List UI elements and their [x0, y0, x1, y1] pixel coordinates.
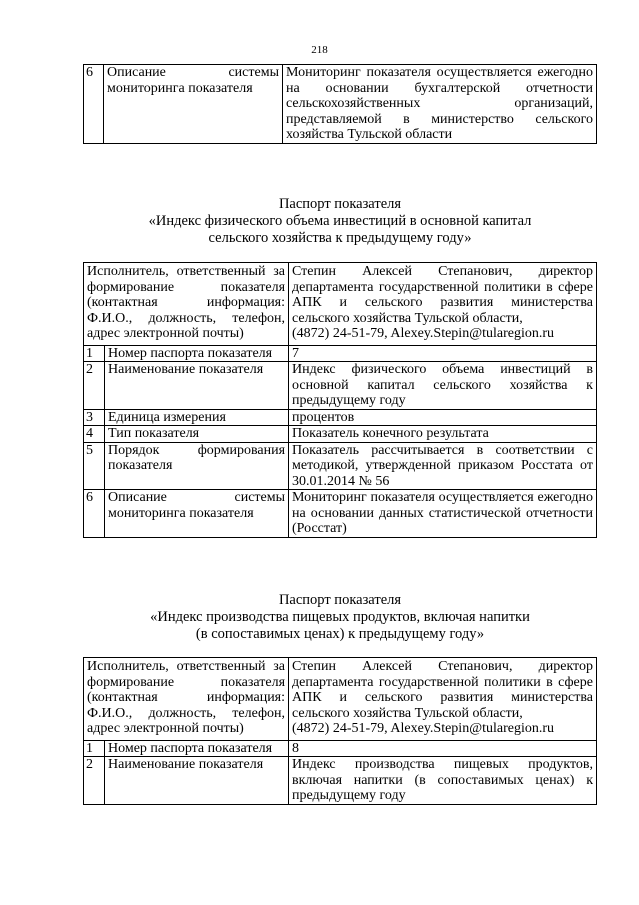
executor-label: Исполнитель, ответственный за формирование показателя (контактная информация: Ф.И.О., должность, телефон, адрес электронной почты) — [84, 263, 289, 346]
passport-1-table — [83, 262, 597, 538]
executor-row — [84, 658, 597, 741]
row-value: процентов — [289, 409, 597, 426]
passport-title-line: «Индекс производства пищевых продуктов, включая напитки — [150, 609, 530, 625]
row-label: Тип показателя — [105, 426, 289, 443]
table-row — [84, 362, 597, 410]
row-value: Индекс производства пищевых продуктов, включая напитки (в сопоставимых ценах) к предыдущему году — [289, 757, 597, 805]
executor-cell — [289, 263, 597, 346]
passport-title-line: сельского хозяйства к предыдущему году» — [208, 230, 472, 246]
table-row — [84, 409, 597, 426]
executor-label: Исполнитель, ответственный за формирование показателя (контактная информация: Ф.И.О., должность, телефон, адрес электронной почты) — [84, 658, 289, 741]
row-number: 4 — [84, 426, 105, 443]
table-row — [84, 426, 597, 443]
passport-title-line: (в сопоставимых ценах) к предыдущему году» — [195, 626, 485, 642]
executor-row — [84, 263, 597, 346]
page-number: 218 — [311, 44, 328, 56]
executor-value: Степин Алексей Степанович, директор департамента государственной политики в сфере АПК и сельского развития министерства сельского хозяйства Тульской области, — [292, 659, 593, 721]
passport-heading: Паспорт показателя — [278, 196, 402, 212]
row-value: Показатель рассчитывается в соответствии с методикой, утвержденной приказом Росстата от 30.01.2014 № 56 — [289, 442, 597, 490]
passport-heading: Паспорт показателя — [278, 592, 402, 608]
row-label: Описание системы мониторинга показателя — [104, 65, 283, 144]
executor-contact: (4872) 24-51-79, Alexey.Stepin@tularegion.ru — [292, 326, 555, 341]
row-number: 2 — [84, 757, 105, 805]
row-number: 6 — [84, 490, 105, 538]
row-value: Мониторинг показателя осуществляется ежегодно на основании данных статистической отчетности (Росстат) — [289, 490, 597, 538]
passport-2-table — [83, 657, 597, 805]
table-row — [84, 757, 597, 805]
row-value: 7 — [289, 345, 597, 362]
row-label: Наименование показателя — [105, 362, 289, 410]
executor-contact: (4872) 24-51-79, Alexey.Stepin@tularegion.ru — [292, 721, 555, 736]
row-number: 1 — [84, 345, 105, 362]
row-label: Номер паспорта показателя — [105, 345, 289, 362]
row-label: Наименование показателя — [105, 757, 289, 805]
table-row — [84, 740, 597, 757]
row-label: Единица измерения — [105, 409, 289, 426]
passport-title-line: «Индекс физического объема инвестиций в основной капитал — [148, 213, 532, 229]
row-number: 1 — [84, 740, 105, 757]
table-row — [84, 345, 597, 362]
row-value: Показатель конечного результата — [289, 426, 597, 443]
table-row — [84, 442, 597, 490]
row-label: Порядок формирования показателя — [105, 442, 289, 490]
passport-1-title — [83, 196, 597, 247]
row-label: Описание системы мониторинга показателя — [105, 490, 289, 538]
row-value: 8 — [289, 740, 597, 757]
executor-value: Степин Алексей Степанович, директор департамента государственной политики в сфере АПК и сельского развития министерства сельского хозяйства Тульской области, — [292, 264, 593, 326]
top-table — [83, 64, 597, 144]
executor-cell — [289, 658, 597, 741]
row-value: Мониторинг показателя осуществляется ежегодно на основании бухгалтерской отчетности сельскохозяйственных организаций, представляемой в министерство сельского хозяйства Тульской области — [283, 65, 597, 144]
row-number: 5 — [84, 442, 105, 490]
row-label: Номер паспорта показателя — [105, 740, 289, 757]
row-number: 2 — [84, 362, 105, 410]
passport-2-title — [83, 592, 597, 643]
table-row — [84, 65, 597, 144]
row-number: 6 — [84, 65, 104, 144]
row-number: 3 — [84, 409, 105, 426]
table-row — [84, 490, 597, 538]
row-value: Индекс физического объема инвестиций в основной капитал сельского хозяйства к предыдущему году — [289, 362, 597, 410]
